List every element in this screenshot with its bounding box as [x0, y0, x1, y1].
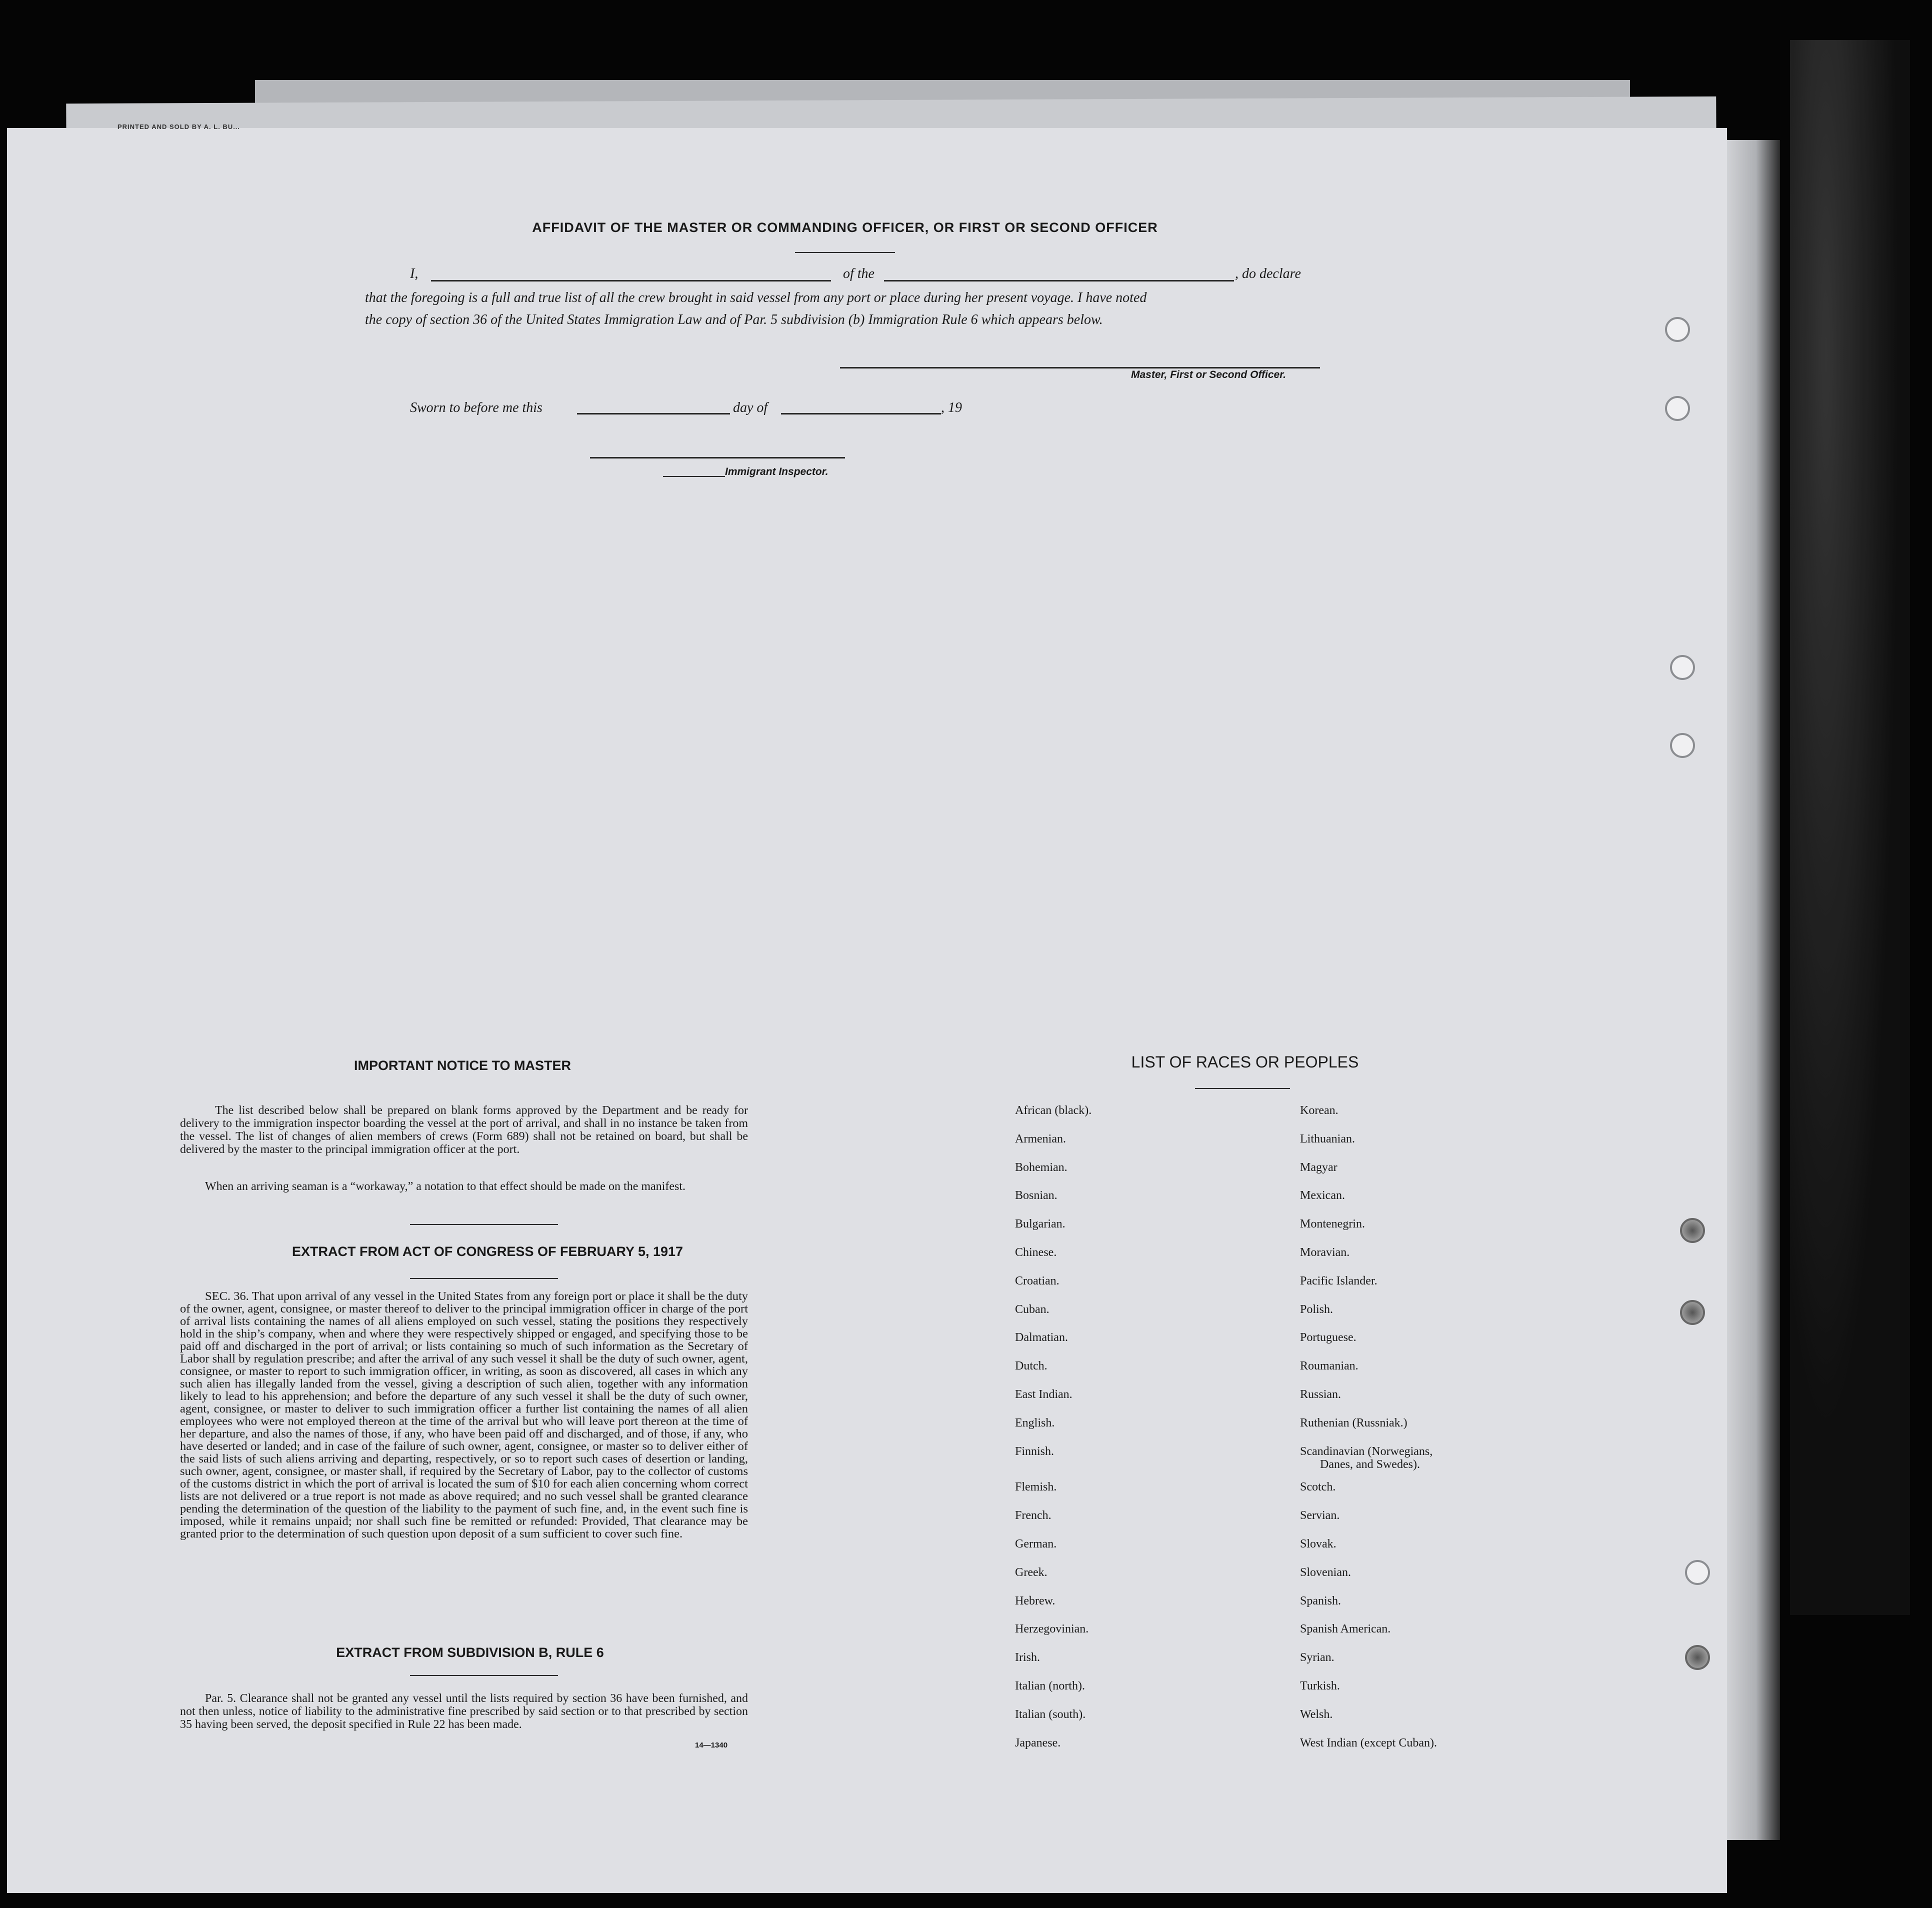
race-item: Danes, and Swedes).: [1320, 1458, 1420, 1471]
notice-paragraph-2: When an arriving seaman is a “workaway,” a notation to that effect should be made on the manifest.: [205, 1180, 686, 1193]
binder-hole: [1670, 733, 1695, 758]
race-item: Mexican.: [1300, 1189, 1345, 1202]
race-item: East Indian.: [1015, 1388, 1072, 1401]
race-item: Bulgarian.: [1015, 1218, 1066, 1231]
binder-hole: [1665, 396, 1690, 421]
signature-label: Master, First or Second Officer.: [1131, 369, 1286, 380]
race-item: Japanese.: [1015, 1736, 1061, 1750]
race-item: Welsh.: [1300, 1708, 1333, 1721]
day-of-label: day of: [733, 400, 768, 416]
race-item: Montenegrin.: [1300, 1218, 1365, 1231]
race-item: Lithuanian.: [1300, 1132, 1355, 1146]
race-item: Pacific Islander.: [1300, 1274, 1378, 1288]
race-item: Chinese.: [1015, 1246, 1057, 1259]
binder-hole: [1670, 655, 1695, 680]
inspector-short-line: [663, 476, 725, 477]
race-item: Bosnian.: [1015, 1189, 1058, 1202]
race-item: Flemish.: [1015, 1480, 1057, 1494]
race-item: Dutch.: [1015, 1360, 1048, 1373]
race-item: Slovenian.: [1300, 1566, 1351, 1579]
race-item: West Indian (except Cuban).: [1300, 1736, 1437, 1750]
race-item: Slovak.: [1300, 1538, 1336, 1550]
race-item: Turkish.: [1300, 1680, 1340, 1692]
binder-hole: [1680, 1300, 1705, 1325]
title-divider: [795, 252, 895, 253]
affidavit-declare-label: , do declare: [1235, 266, 1301, 282]
race-item: Russian.: [1300, 1388, 1342, 1401]
race-item: Finnish.: [1015, 1444, 1054, 1458]
affidavit-title: AFFIDAVIT OF THE MASTER OR COMMANDING OFFICER, OR FIRST OR SECOND OFFICER: [532, 220, 1158, 235]
race-item: Servian.: [1300, 1509, 1340, 1522]
race-item: Scotch.: [1300, 1480, 1336, 1494]
race-item: Portuguese.: [1300, 1331, 1356, 1344]
race-item: Italian (south).: [1015, 1708, 1086, 1721]
race-item: Magyar: [1300, 1160, 1338, 1174]
declaration-line-1: that the foregoing is a full and true list of all the crew brought in said vessel from any port or place during her present voyage. I have noted: [365, 290, 1147, 306]
extract-rule-title: EXTRACT FROM SUBDIVISION B, RULE 6: [336, 1645, 604, 1660]
extract-rule-divider: [410, 1675, 558, 1676]
race-item: Armenian.: [1015, 1132, 1066, 1146]
binder-hole: [1680, 1218, 1705, 1243]
race-item: Hebrew.: [1015, 1594, 1056, 1608]
extract-act-title: EXTRACT FROM ACT OF CONGRESS OF FEBRUARY 5, 1917: [292, 1244, 684, 1259]
race-item: German.: [1015, 1538, 1057, 1550]
race-item: Ruthenian (Russniak.): [1300, 1416, 1408, 1430]
race-item: French.: [1015, 1509, 1052, 1522]
race-item: Irish.: [1015, 1651, 1040, 1664]
sheet-edge: [1720, 140, 1780, 1840]
inspector-signature-line: [590, 457, 845, 458]
binder-hole: [1685, 1645, 1710, 1670]
races-title: LIST OF RACES OR PEOPLES: [1131, 1053, 1359, 1071]
race-item: Roumanian.: [1300, 1360, 1358, 1373]
printer-mark: PRINTED AND SOLD BY A. L. BU...: [118, 123, 240, 130]
race-item: Scandinavian (Norwegians,: [1300, 1444, 1433, 1458]
signature-line: [840, 367, 1320, 368]
binder-shadow: [1790, 40, 1910, 1615]
race-item: Cuban.: [1015, 1302, 1050, 1316]
extract-rule-text: Par. 5. Clearance shall not be granted any vessel until the lists required by section 36 have been furnished, and not then unless, notice of liability to the administrative fine prescribed by said section or to that prescribed by section 35 having been served, the deposit specified in Rule 22 has been made.: [180, 1692, 748, 1731]
extract-act-divider: [410, 1278, 558, 1279]
binder-hole: [1685, 1560, 1710, 1585]
notice-title: IMPORTANT NOTICE TO MASTER: [354, 1058, 571, 1073]
month-blank-line: [781, 413, 941, 414]
notice-paragraph-1: The list described below shall be prepared on blank forms approved by the Department and be ready for delivery to the immigration inspector boarding the vessel at the port of arrival, and shall in no instance be taken from the vessel. The list of changes of alien members of crews (Form 689) shall not be retained on board, but shall be delivered by the master to the principal immigration officer at the port.: [180, 1104, 748, 1156]
race-item: Italian (north).: [1015, 1680, 1085, 1692]
race-item: Spanish.: [1300, 1594, 1342, 1608]
race-item: English.: [1015, 1416, 1055, 1430]
race-item: Greek.: [1015, 1566, 1048, 1579]
race-item: Spanish American.: [1300, 1622, 1391, 1636]
year-label: , 19: [941, 400, 962, 416]
notice-divider: [410, 1224, 558, 1225]
race-item: Syrian.: [1300, 1651, 1334, 1664]
sworn-label: Sworn to before me this: [410, 400, 542, 416]
form-number: 14—1340: [695, 1741, 728, 1750]
extract-act-text: SEC. 36. That upon arrival of any vessel in the United States from any foreign port or place it shall be the duty of the owner, agent, consignee, or master thereof to deliver to the principal immigration officer in charge of the port of arrival lists containing the names of all aliens employed on such vessel, stating the positions they respectively hold in the ship’s company, when and where they were respectively shipped or engaged, and specifying those to be paid off and discharged in the port of arrival; or lists containing so much of such information as the Secretary of Labor shall by regulation prescribe; and after the arrival of any such vessel it shall be the duty of such owner, agent, consignee, or master to report to such immigration officer, in writing, as soon as discovered, all cases in which any such alien has illegally landed from the vessel, giving a description of such alien, together with any information likely to lead to his apprehension; and before the departure of any such vessel it shall be the duty of such owner, agent, consignee, or master to deliver to such immigration officer a further list containing the names of all alien employees who were not employed thereon at the time of the arrival but who will leave port thereon at the time of her departure, and also the names of those, if any, who have been paid off and discharged, and of those, if any, who have deserted or landed; and in case of the failure of such owner, agent, consignee, or master so to deliver either of the said lists of such aliens arriving and departing, respectively, or so to report such cases of desertion or landing, such owner, agent, consignee, or master shall, if required by the Secretary of Labor, pay to the collector of customs of the customs district in which the port of arrival is located the sum of $10 for each alien concerning whom correct lists are not delivered or a true report is not made as above required; and no such vessel shall be granted clearance pending the determination of the question of the liability to the payment of such fine, and, in the event such fine is imposed, while it remains unpaid; nor shall such fine be remitted or refunded: Provided, That clearance may be granted prior to the determination of such question upon deposit of a sum sufficient to cover such fine.: [180, 1290, 748, 1540]
race-item: Herzegovinian.: [1015, 1622, 1089, 1636]
race-item: Bohemian.: [1015, 1160, 1068, 1174]
day-blank-line: [577, 413, 730, 414]
declaration-line-2: the copy of section 36 of the United States Immigration Law and of Par. 5 subdivision (b) Immigration Rule 6 which appears below.: [365, 312, 1103, 328]
race-item: African (black).: [1015, 1104, 1092, 1117]
name-blank-line: [431, 280, 831, 282]
races-divider: [1195, 1088, 1290, 1089]
binder-hole: [1665, 317, 1690, 342]
race-item: Moravian.: [1300, 1246, 1350, 1259]
race-item: Korean.: [1300, 1104, 1338, 1117]
race-item: Croatian.: [1015, 1274, 1060, 1288]
inspector-label: Immigrant Inspector.: [725, 466, 828, 478]
affidavit-i-label: I,: [410, 266, 418, 282]
race-item: Polish.: [1300, 1302, 1334, 1316]
vessel-blank-line: [884, 280, 1234, 282]
race-item: Dalmatian.: [1015, 1331, 1068, 1344]
affidavit-of-the-label: of the: [843, 266, 874, 282]
document-page: [7, 128, 1727, 1893]
